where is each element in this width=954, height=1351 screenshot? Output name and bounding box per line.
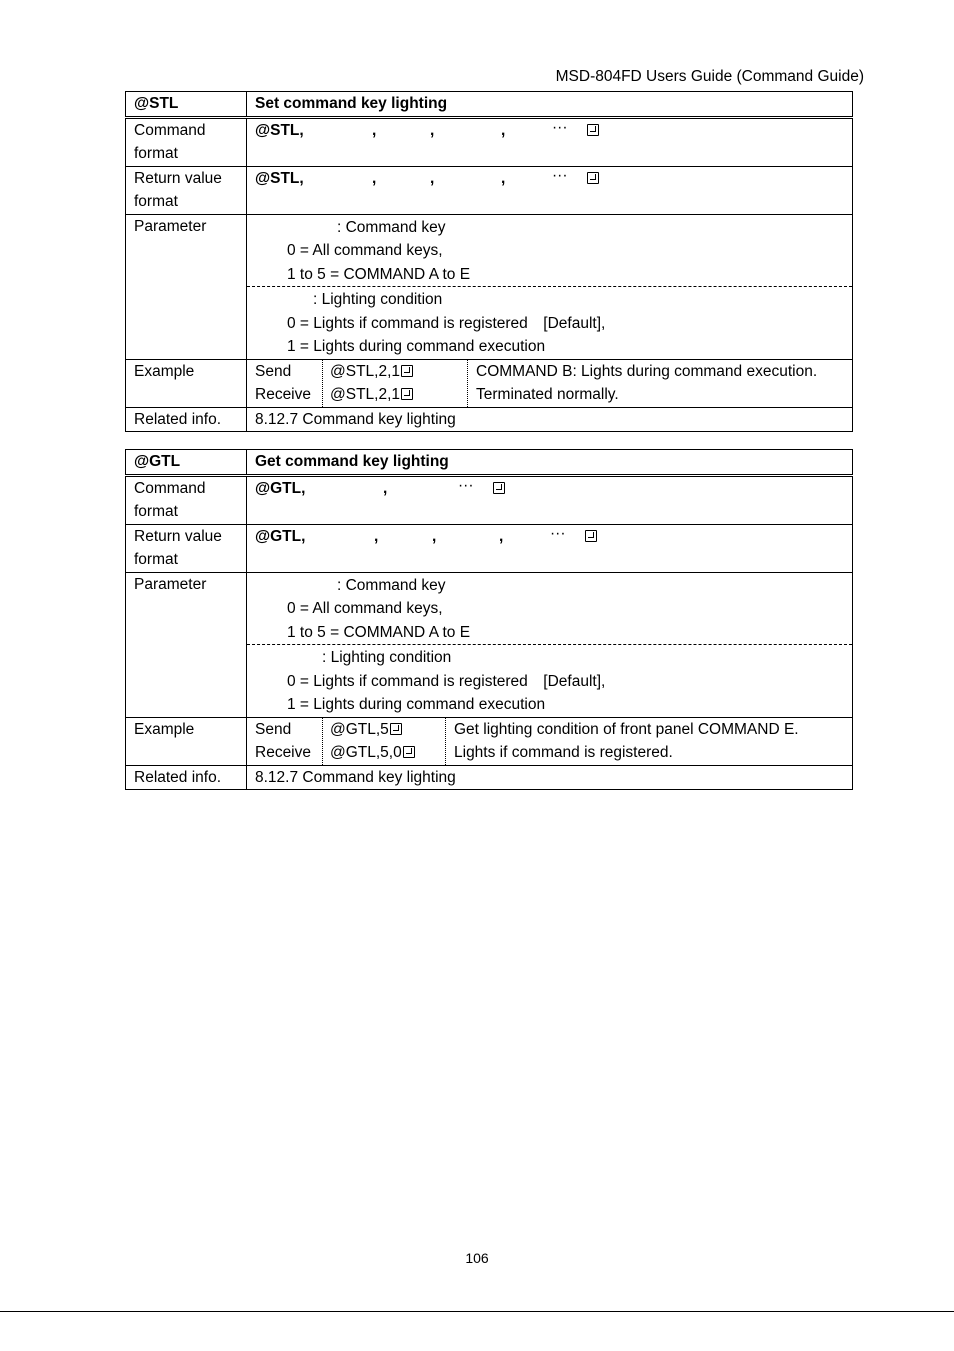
example-label: Example [126, 717, 247, 765]
format-comma: , [501, 121, 506, 139]
format-comma: , [430, 121, 435, 139]
param-title: : Command key [337, 218, 446, 236]
format-prefix: @STL, [255, 169, 304, 187]
related-row [126, 407, 853, 432]
related-label: Related info. [126, 407, 247, 432]
footer-divider [0, 1311, 954, 1312]
format-line [255, 477, 852, 500]
command-format-row [126, 475, 853, 524]
label-line: format [134, 145, 178, 162]
format-prefix: @GTL, [255, 479, 306, 497]
parameter-row [126, 214, 853, 359]
parameter-block [247, 286, 852, 359]
parameter-value [247, 572, 853, 717]
receive-description: Lights if command is registered. [454, 744, 673, 761]
format-comma: , [499, 527, 504, 545]
receive-label: Receive [255, 386, 311, 403]
parameter-block [247, 573, 852, 645]
command-code: @STL [126, 92, 247, 118]
send-command: @GTL,5 [330, 718, 445, 742]
parameter-row [126, 572, 853, 717]
command-code: @GTL [126, 450, 247, 476]
command-name: Set command key lighting [247, 92, 853, 118]
example-label: Example [126, 359, 247, 407]
return-key-icon [401, 388, 413, 400]
command-format-value [247, 117, 853, 166]
param-title: : Command key [337, 576, 446, 594]
send-description: COMMAND B: Lights during command execution. [476, 362, 818, 380]
example-descriptions [467, 360, 817, 407]
return-format-label [126, 166, 247, 214]
parameter-block [247, 215, 852, 287]
format-ellipsis: ··· [550, 524, 566, 542]
return-format-row [126, 166, 853, 214]
page-header-title: MSD-804FD Users Guide (Command Guide) [555, 68, 864, 85]
format-comma: , [432, 527, 437, 545]
receive-description: Terminated normally. [476, 386, 619, 403]
example-descriptions [445, 718, 799, 765]
return-format-value [247, 166, 853, 214]
example-value [247, 717, 853, 765]
param-line: 1 = Lights during command execution [287, 338, 546, 355]
param-line: 0 = All command keys, [287, 242, 443, 259]
label-line: Return value [134, 169, 222, 187]
param-line: 0 = Lights if command is registered [Default], [287, 314, 606, 332]
format-comma: , [374, 527, 379, 545]
command-format-row [126, 117, 853, 166]
label-line: format [134, 193, 178, 210]
return-format-value [247, 524, 853, 572]
format-line [255, 119, 852, 142]
param-line: 0 = Lights if command is registered [Default], [287, 672, 606, 690]
param-line: 1 to 5 = COMMAND A to E [287, 265, 471, 283]
related-row [126, 765, 853, 790]
stl-command-table [125, 91, 853, 432]
send-label: Send [255, 362, 292, 380]
format-comma: , [430, 169, 435, 187]
format-prefix: @STL, [255, 121, 304, 139]
table-header-row [126, 92, 853, 118]
page-number: 106 [465, 1250, 489, 1266]
table-header-row [126, 450, 853, 476]
example-grid [247, 718, 852, 765]
format-comma: , [501, 169, 506, 187]
format-comma: , [372, 121, 377, 139]
label-line: Command [134, 121, 206, 139]
command-format-label [126, 475, 247, 524]
parameter-value [247, 214, 853, 359]
label-line: format [134, 551, 178, 568]
receive-command: @GTL,5,0 [330, 741, 445, 765]
return-key-icon [584, 525, 597, 549]
related-label: Related info. [126, 765, 247, 790]
format-line [255, 525, 852, 548]
param-line: 1 = Lights during command execution [287, 696, 546, 713]
example-value [247, 359, 853, 407]
format-ellipsis: ··· [458, 476, 474, 494]
example-commands [322, 718, 445, 765]
return-key-icon [492, 477, 505, 501]
param-title: : Lighting condition [313, 291, 443, 308]
related-value: 8.12.7 Command key lighting [247, 765, 853, 790]
parameter-label: Parameter [126, 572, 247, 717]
example-grid [247, 360, 852, 407]
return-format-label [126, 524, 247, 572]
command-format-label [126, 117, 247, 166]
label-line: Return value [134, 527, 222, 545]
format-comma: , [383, 479, 388, 497]
example-row [126, 359, 853, 407]
send-label: Send [255, 720, 292, 738]
param-line: 1 to 5 = COMMAND A to E [287, 623, 471, 641]
param-title: : Lighting condition [322, 649, 452, 666]
return-format-row [126, 524, 853, 572]
example-direction [247, 718, 322, 765]
example-direction [247, 360, 322, 407]
format-ellipsis: ··· [552, 118, 568, 136]
send-command: @STL,2,1 [330, 360, 467, 384]
return-key-icon [390, 723, 402, 735]
return-key-icon [586, 167, 599, 191]
parameter-block [247, 644, 852, 717]
return-key-icon [586, 119, 599, 143]
related-value: 8.12.7 Command key lighting [247, 407, 853, 432]
parameter-label: Parameter [126, 214, 247, 359]
label-line: Command [134, 479, 206, 497]
send-description: Get lighting condition of front panel COMMAND E. [454, 720, 799, 738]
param-line: 0 = All command keys, [287, 600, 443, 617]
receive-command: @STL,2,1 [330, 383, 467, 407]
format-comma: , [372, 169, 377, 187]
command-name: Get command key lighting [247, 450, 853, 476]
label-line: format [134, 503, 178, 520]
example-commands [322, 360, 467, 407]
receive-label: Receive [255, 744, 311, 761]
return-key-icon [401, 365, 413, 377]
command-format-value [247, 475, 853, 524]
format-prefix: @GTL, [255, 527, 306, 545]
format-line [255, 167, 852, 190]
format-ellipsis: ··· [552, 166, 568, 184]
gtl-command-table [125, 449, 853, 790]
return-key-icon [403, 746, 415, 758]
example-row [126, 717, 853, 765]
